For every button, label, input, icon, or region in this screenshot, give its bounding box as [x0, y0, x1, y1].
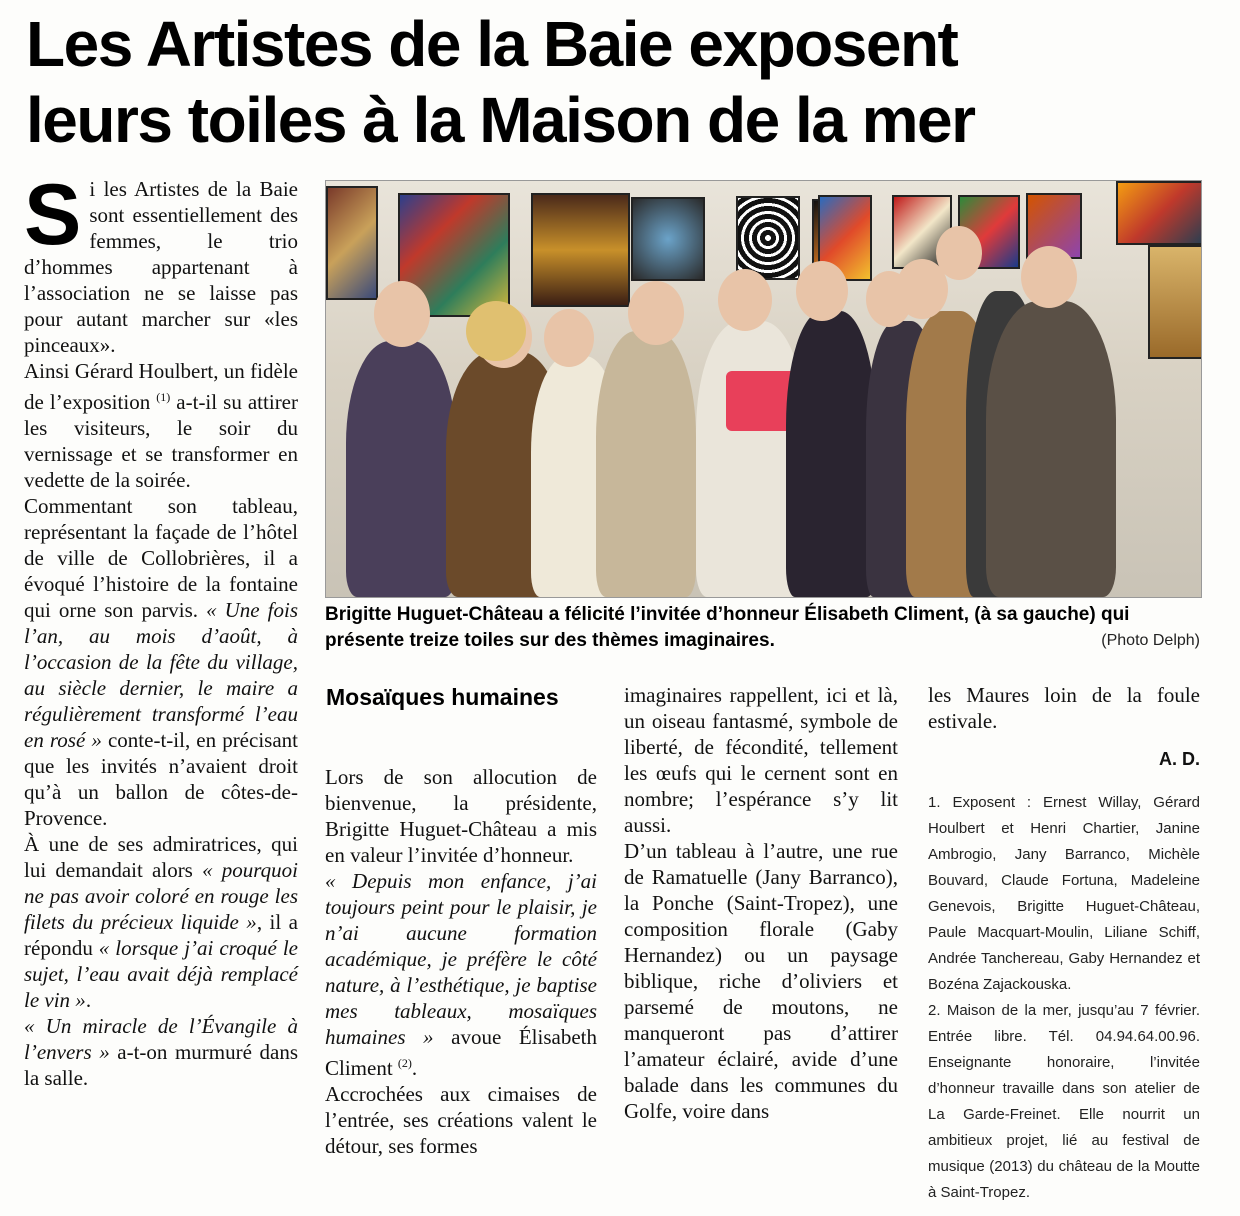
paragraph	[325, 764, 597, 868]
person-head	[796, 261, 848, 321]
paragraph-text: a-t-on murmuré dans la salle.	[24, 1040, 298, 1090]
person	[346, 341, 456, 597]
footnote-2: 2. Maison de la mer, jusqu’au 7 février. Entrée libre. Tél. 04.94.64.00.96. Enseignante honoraire, l’invitée d’honneur travaille dans son atelier de La Garde-Freinet. Elle nourrit un ambitieux projet, lié au festival de musique (2013) du château de la Moutte à Saint-Tropez.	[928, 1002, 1200, 1201]
footnote-ref: (2)	[397, 1056, 412, 1070]
painting	[326, 186, 378, 300]
paragraph-text: À une de ses admiratrices, qui lui demandait alors	[24, 832, 298, 882]
person-head	[718, 269, 772, 331]
paragraph-text: conte-t-il, en précisant que les invités n’avaient droit qu’à un ballon de côtes-de-Provence.	[24, 728, 298, 830]
article-column-1	[24, 167, 298, 1091]
painting	[736, 196, 800, 280]
paragraph-text: Lors de son allocution de bienvenue, la présidente, Brigitte Huguet-Château a mis en valeur l’invitée d’honneur.	[325, 765, 597, 867]
paragraph-text: imaginaires rappellent, ici et là, un oiseau fantasmé, symbole de liberté, de fécondité, tellement les œufs qui le cernent sont en nombre; l’espérance s’y lit aussi.	[624, 683, 898, 837]
paragraph-text: i les Artistes de la Baie sont essentiellement des femmes, le trio d’hommes appartenant à l’association ne se laisse pas pour autant marcher sur «les pinceaux».	[24, 177, 298, 357]
paragraph	[325, 1081, 597, 1159]
paragraph-text: Ainsi Gérard Houlbert, un fidèle de l’exposition	[24, 359, 298, 414]
photo-credit: (Photo Delph)	[1101, 632, 1200, 649]
person-head	[936, 226, 982, 280]
paragraph	[24, 1013, 298, 1091]
paragraph-text: Commentant son tableau, représentant la façade de l’hôtel de ville de Collobrières, il a évoqué l’histoire de la fontaine qui orne son parvis.	[24, 494, 298, 622]
subheading: Mosaïques humaines	[326, 684, 559, 710]
person-head	[1021, 246, 1077, 308]
paragraph	[624, 838, 898, 1124]
quote: « Une fois l’an, au mois d’août, à l’occasion de la fête du village, au siècle dernier, le maire a régulièrement transformé l’eau en rosé »	[24, 598, 298, 752]
painting	[1116, 181, 1202, 245]
paragraph-text: , il a répondu	[24, 910, 298, 960]
person-head	[544, 309, 594, 367]
person-head	[374, 281, 430, 347]
drop-cap: S	[24, 167, 82, 263]
article-column-4	[928, 682, 1200, 772]
footnote-1: 1. Exposent : Ernest Willay, Gérard Houlbert et Henri Chartier, Janine Ambrogio, Jany Barranco, Michèle Bouvard, Claude Fortuna, Madeleine Genevois, Brigitte Huguet-Château, Paule Macquart-Moulin, Liliane Schiff, Andrée Tanchereau, Gaby Hernandez et Bozéna Zajackouska.	[928, 794, 1200, 993]
person	[466, 301, 526, 361]
painting	[1148, 245, 1202, 359]
quote: « lorsque j’ai croqué le sujet, l’eau avait déjà remplacé le vin »	[24, 936, 298, 1012]
quote: « pourquoi ne pas avoir coloré en rouge les filets du précieux liquide »	[24, 858, 298, 934]
painting	[531, 193, 630, 307]
article-column-3	[624, 682, 898, 1124]
footnotes	[928, 790, 1200, 1206]
person	[786, 311, 876, 597]
article-column-2	[325, 764, 597, 1159]
paragraph	[928, 682, 1200, 734]
person	[596, 331, 696, 597]
paragraph-text: D’un tableau à l’autre, une rue de Ramatuelle (Jany Barranco), la Ponche (Saint-Tropez), une composition florale (Gaby Hernandez) ou un paysage biblique, riche d’oliviers et parsemé de moutons, ne manqueront pas d’attirer l’amateur éclairé, avide d’une balade dans les communes du Golfe, voire dans	[624, 839, 898, 1123]
author-signature: A. D.	[1158, 749, 1200, 769]
paragraph-text: .	[85, 988, 92, 1012]
person	[986, 301, 1116, 597]
quote: « Depuis mon enfance, j’ai toujours peint pour le plaisir, je n’ai aucune formation académique, je préfère le côté nature, à l’esthétique, je baptise mes tableaux, mosaïques humaines »	[325, 869, 597, 1049]
paragraph	[24, 358, 298, 493]
quote: « Un miracle de l’Évangile à l’envers »	[24, 1014, 298, 1064]
paragraph	[24, 831, 298, 1013]
headline-line-2: leurs toiles à la Maison de la mer	[26, 84, 975, 156]
painting	[631, 197, 705, 281]
paragraph	[325, 868, 597, 1081]
photo-caption: Brigitte Huguet-Château a félicité l’invitée d’honneur Élisabeth Climent, (à sa gauche) qui présente treize toiles sur des thèmes imaginaires.	[325, 604, 1130, 651]
paragraph-text: Accrochées aux cimaises de l’entrée, ses créations valent le détour, ses formes	[325, 1082, 597, 1158]
headline	[26, 6, 1226, 158]
group-photo	[325, 180, 1202, 598]
paragraph-text: .	[411, 1056, 418, 1080]
paragraph	[24, 493, 298, 831]
paragraph	[624, 682, 898, 838]
paragraph-text: les Maures loin de la foule estivale.	[928, 683, 1200, 733]
paragraph-text: avoue Élisabeth Climent	[325, 1025, 597, 1080]
footnote-ref: (1)	[156, 390, 171, 404]
paragraph-text: a-t-il su attirer les visiteurs, le soir du vernissage et se transformer en vedette de la soirée.	[24, 390, 298, 492]
headline-line-1: Les Artistes de la Baie exposent	[26, 8, 958, 80]
person-head	[628, 281, 684, 345]
